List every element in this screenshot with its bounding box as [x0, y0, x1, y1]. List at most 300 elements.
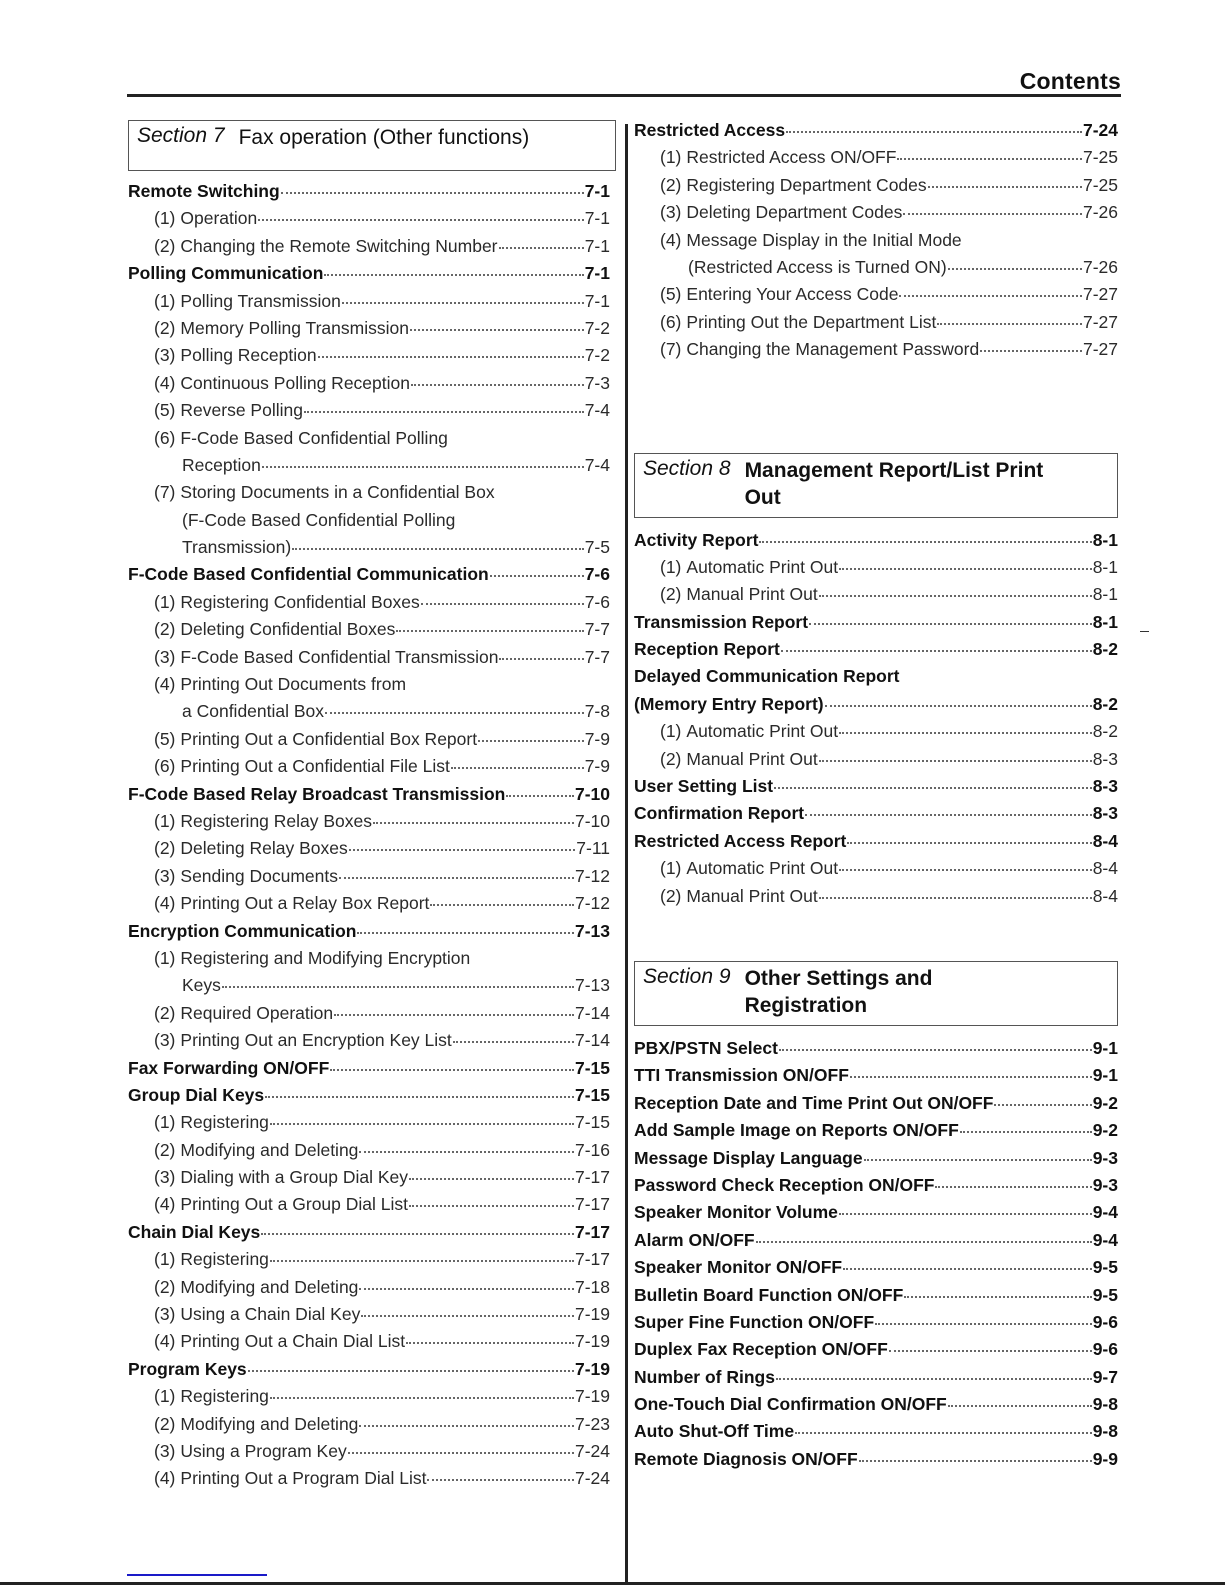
dot-leader: [357, 932, 573, 934]
toc-entry-label: [634, 1421, 794, 1442]
toc-entry-page: 9-5: [1092, 1284, 1118, 1305]
dot-leader: [478, 740, 584, 742]
toc-entry-number: (6): [154, 427, 176, 448]
toc-entry[interactable]: [634, 147, 1118, 174]
margin-mark: [1140, 631, 1149, 632]
toc-entry-text: Chain Dial Keys: [128, 1221, 261, 1242]
toc-entry-text: TTI Transmission ON/OFF: [634, 1065, 849, 1086]
toc-entry[interactable]: [128, 482, 610, 509]
toc-entry-label: [154, 619, 395, 640]
dot-leader: [396, 630, 583, 632]
toc-entry[interactable]: [128, 893, 610, 920]
toc-entry-text: Restricted Access: [634, 120, 786, 140]
toc-entry-number: (1): [154, 1112, 176, 1133]
toc-entry[interactable]: [634, 639, 1118, 666]
dot-leader: [261, 1233, 574, 1235]
toc-entry-page: 7-3: [584, 372, 610, 393]
toc-entry-page: 7-8: [584, 701, 610, 722]
toc-entry-label: [634, 120, 785, 141]
toc-entry[interactable]: [634, 284, 1118, 311]
toc-entry-text: Speaker Monitor ON/OFF: [634, 1257, 843, 1278]
toc-entry-label: [634, 530, 758, 551]
toc-entry-label: [660, 175, 927, 196]
toc-entry-page: 7-15: [574, 1084, 610, 1105]
toc-entry-number: (4): [154, 372, 176, 393]
toc-entry-text: Restricted Access ON/OFF: [686, 147, 897, 168]
toc-entry-label: [634, 1093, 993, 1114]
toc-entry[interactable]: [128, 1414, 610, 1441]
column-divider: [625, 124, 628, 1585]
toc-entry-text: Group Dial Keys: [128, 1084, 265, 1105]
toc-entry-text: Modifying and Deleting: [180, 1276, 359, 1297]
toc-entry[interactable]: [128, 756, 610, 783]
toc-entry-label: [154, 893, 429, 914]
toc-entry-label: [634, 694, 824, 715]
toc-entry-label: [128, 784, 505, 805]
toc-entry-text: Registering and Modifying Encryption: [180, 947, 471, 968]
toc-entry-page: 7-24: [1082, 120, 1118, 140]
toc-entry[interactable]: [634, 230, 1118, 257]
toc-entry[interactable]: [128, 564, 610, 591]
toc-entry-label: [660, 284, 898, 305]
toc-entry-page: 7-4: [584, 400, 610, 421]
toc-entry-label: [154, 756, 450, 777]
toc-entry-text: Entering Your Access Code: [686, 284, 899, 305]
toc-entry[interactable]: [634, 257, 1118, 284]
toc-entry-text: Automatic Print Out: [686, 721, 839, 742]
toc-entry-text: Reception Date and Time Print Out ON/OFF: [634, 1092, 994, 1113]
toc-entry-label: [154, 291, 341, 312]
toc-entry-page: 9-3: [1092, 1147, 1118, 1168]
toc-entry-page: 7-17: [574, 1221, 610, 1242]
toc-entry-page: 8-4: [1092, 858, 1118, 879]
toc-entry[interactable]: [128, 1194, 610, 1221]
toc-entry[interactable]: [128, 1441, 610, 1468]
toc-entry[interactable]: [634, 1421, 1118, 1448]
section-title: [745, 457, 1044, 511]
dot-leader: [819, 595, 1092, 597]
dot-leader: [776, 1378, 1092, 1380]
toc-entry[interactable]: [634, 749, 1118, 776]
toc-entry[interactable]: [128, 455, 610, 482]
toc-entry-text: Encryption Communication: [128, 920, 357, 941]
toc-entry[interactable]: [634, 1120, 1118, 1147]
toc-entry[interactable]: [634, 1285, 1118, 1312]
toc-entry-number: (2): [660, 885, 682, 906]
toc-entry-text: Storing Documents in a Confidential Box: [180, 482, 495, 503]
toc-entry-label: [660, 584, 818, 605]
toc-entry[interactable]: [128, 729, 610, 756]
toc-entry-page: 8-3: [1092, 776, 1118, 797]
toc-entry-text: Deleting Relay Boxes: [180, 838, 348, 859]
dot-leader: [847, 842, 1091, 844]
toc-entry-number: (4): [154, 893, 176, 914]
toc-entry-text: Duplex Fax Reception ON/OFF: [634, 1339, 888, 1360]
toc-entry-text: Deleting Department Codes: [686, 202, 903, 223]
dot-leader: [490, 575, 584, 577]
dot-leader: [839, 568, 1092, 570]
toc-entry[interactable]: [128, 784, 610, 811]
toc-entry-text: Deleting Confidential Boxes: [180, 619, 396, 640]
toc-entry-text: Transmission): [182, 537, 292, 558]
dot-leader: [453, 1041, 574, 1043]
toc-entry[interactable]: [128, 1331, 610, 1358]
toc-entry-label: [182, 510, 455, 531]
toc-entry[interactable]: [128, 921, 610, 948]
toc-entry[interactable]: [634, 530, 1118, 557]
toc-entry[interactable]: [634, 1202, 1118, 1229]
toc-entry[interactable]: [128, 1222, 610, 1249]
toc-entry[interactable]: [634, 1038, 1118, 1065]
toc-entry[interactable]: [634, 1065, 1118, 1092]
toc-entry[interactable]: [128, 1249, 610, 1276]
toc-entry-text: Registering Relay Boxes: [180, 810, 373, 831]
toc-entry[interactable]: [128, 1030, 610, 1057]
toc-entry-page: 9-4: [1092, 1202, 1118, 1223]
toc-entry[interactable]: [128, 1167, 610, 1194]
toc-entry-page: 7-15: [574, 1057, 610, 1078]
toc-entry-label: [154, 482, 495, 503]
dot-leader: [819, 897, 1092, 899]
dot-leader: [373, 822, 574, 824]
toc-entry[interactable]: [128, 1277, 610, 1304]
toc-entry-page: 7-1: [584, 263, 610, 284]
toc-entry[interactable]: [634, 1449, 1118, 1476]
toc-entry-number: (4): [154, 1468, 176, 1489]
toc-entry[interactable]: [128, 208, 610, 235]
toc-entry[interactable]: [634, 612, 1118, 639]
dot-leader: [809, 623, 1092, 625]
dot-leader: [348, 1452, 574, 1454]
toc-entry-number: (2): [154, 838, 176, 859]
toc-entry-text: F-Code Based Confidential Polling: [180, 427, 448, 448]
dot-leader: [960, 1131, 1092, 1133]
toc-entry[interactable]: [634, 339, 1118, 366]
toc-entry[interactable]: [634, 312, 1118, 339]
toc-entry[interactable]: [128, 263, 610, 290]
toc-entry-number: (4): [154, 674, 176, 695]
dot-leader: [864, 1159, 1092, 1161]
toc-entry[interactable]: [634, 1312, 1118, 1339]
toc-entry-text: Speaker Monitor Volume: [634, 1202, 838, 1223]
toc-entry[interactable]: [634, 584, 1118, 611]
toc-entry[interactable]: [128, 948, 610, 975]
toc-entry-label: [154, 400, 303, 421]
toc-entry-label: [154, 1414, 358, 1435]
toc-entry-text: Polling Transmission: [180, 290, 341, 311]
toc-entry-page: 7-26: [1082, 256, 1118, 277]
toc-entry-label: [128, 564, 489, 585]
toc-entry-number: (2): [154, 235, 176, 256]
toc-entry-text: Confirmation Report: [634, 803, 805, 824]
toc-entry-text: Required Operation: [180, 1002, 334, 1023]
toc-entry[interactable]: [634, 776, 1118, 803]
toc-entry-page: 8-4: [1092, 830, 1118, 851]
toc-entry-number: (5): [660, 284, 682, 305]
toc-entry-label: [634, 1230, 755, 1251]
toc-entry-text: (Restricted Access is Turned ON): [688, 256, 947, 277]
toc-entry[interactable]: [634, 721, 1118, 748]
toc-entry[interactable]: [634, 1175, 1118, 1202]
toc-entry-page: 7-26: [1082, 202, 1118, 223]
toc-entry-text: Changing the Remote Switching Number: [180, 235, 498, 256]
dot-leader: [248, 1370, 574, 1372]
toc-entry-number: (2): [154, 317, 176, 338]
dot-leader: [409, 1205, 574, 1207]
section-7-toc: [128, 181, 610, 1496]
dot-leader: [948, 268, 1082, 270]
toc-entry[interactable]: [634, 1093, 1118, 1120]
toc-entry[interactable]: [128, 619, 610, 646]
toc-entry-label: [154, 236, 498, 257]
toc-entry[interactable]: [128, 1386, 610, 1413]
toc-entry-page: 7-25: [1082, 174, 1118, 195]
toc-entry-page: 7-6: [584, 564, 610, 585]
toc-entry-page: 8-1: [1092, 556, 1118, 577]
toc-entry-label: [154, 838, 348, 859]
toc-entry-label: [634, 1312, 874, 1333]
toc-entry-label: [154, 208, 257, 229]
toc-entry[interactable]: [634, 120, 1118, 147]
toc-entry-number: (7): [660, 339, 682, 360]
dot-leader: [756, 1241, 1092, 1243]
toc-entry-label: [660, 721, 838, 742]
toc-entry[interactable]: [128, 866, 610, 893]
toc-entry-page: 8-1: [1092, 529, 1118, 550]
toc-entry[interactable]: [128, 345, 610, 372]
toc-entry-label: [634, 1257, 842, 1278]
toc-entry-label: [182, 537, 291, 558]
dot-leader: [904, 1296, 1091, 1298]
section-label: Section 7: [137, 124, 225, 147]
dot-leader: [819, 760, 1092, 762]
dot-leader: [427, 1479, 574, 1481]
toc-entry-label: [634, 776, 773, 797]
dot-leader: [342, 302, 584, 304]
toc-entry-label: [128, 1222, 260, 1243]
toc-entry-page: 7-24: [574, 1468, 610, 1489]
toc-entry[interactable]: [634, 803, 1118, 830]
toc-entry-label: [660, 886, 818, 907]
toc-entry-text: Transmission Report: [634, 611, 809, 632]
toc-entry-label: [128, 1359, 247, 1380]
toc-entry-label: [154, 1030, 452, 1051]
dot-leader: [359, 1151, 574, 1153]
toc-entry[interactable]: [128, 1468, 610, 1495]
toc-entry-text: Dialing with a Group Dial Key: [180, 1167, 408, 1188]
toc-entry-text: Delayed Communication Report: [634, 666, 900, 687]
toc-entry-page: 7-1: [584, 208, 610, 229]
toc-entry-label: [660, 858, 838, 879]
dot-leader: [899, 295, 1081, 297]
toc-entry-text: Memory Polling Transmission: [180, 317, 409, 338]
toc-entry[interactable]: [634, 1148, 1118, 1175]
dot-leader: [334, 1014, 574, 1016]
dot-leader: [839, 1213, 1092, 1215]
toc-entry-text: Manual Print Out: [686, 584, 818, 605]
toc-entry-label: [634, 639, 780, 660]
toc-entry-label: [634, 1202, 838, 1223]
toc-entry[interactable]: [634, 831, 1118, 858]
toc-entry-text: Message Display in the Initial Mode: [686, 229, 962, 250]
toc-entry[interactable]: [634, 1394, 1118, 1421]
toc-entry[interactable]: [128, 701, 610, 728]
toc-entry-number: (1): [660, 858, 682, 879]
toc-entry-page: 7-19: [574, 1386, 610, 1407]
toc-entry-text: Polling Communication: [128, 263, 324, 284]
toc-entry-page: 7-13: [574, 975, 610, 996]
toc-entry-label: [128, 1085, 264, 1106]
toc-entry-text: Printing Out a Group Dial List: [180, 1194, 408, 1215]
toc-entry-text: Fax Forwarding ON/OFF: [128, 1057, 330, 1078]
toc-entry-number: (5): [154, 728, 176, 749]
toc-entry[interactable]: [128, 838, 610, 865]
toc-entry-label: [154, 345, 317, 366]
toc-entry-label: [634, 1120, 959, 1141]
toc-entry[interactable]: [128, 1058, 610, 1085]
dot-leader: [325, 712, 584, 714]
toc-entry-label: [154, 1331, 405, 1352]
toc-entry[interactable]: [128, 400, 610, 427]
toc-entry-number: (3): [154, 345, 176, 366]
toc-entry[interactable]: [128, 181, 610, 208]
toc-entry-text: Auto Shut-Off Time: [634, 1421, 795, 1442]
toc-entry-label: [660, 230, 962, 251]
dot-leader: [262, 466, 584, 468]
toc-entry[interactable]: [634, 886, 1118, 913]
toc-entry-label: [128, 1058, 329, 1079]
toc-entry-text: Activity Report: [634, 529, 759, 550]
toc-entry-text: Password Check Reception ON/OFF: [634, 1174, 935, 1195]
toc-entry[interactable]: [128, 291, 610, 318]
toc-entry[interactable]: [128, 1359, 610, 1386]
toc-entry[interactable]: [634, 557, 1118, 584]
dot-leader: [759, 541, 1091, 543]
toc-entry-page: 7-5: [584, 537, 610, 558]
toc-entry-text: Keys: [182, 975, 221, 996]
toc-entry-number: (1): [660, 721, 682, 742]
toc-entry[interactable]: [128, 318, 610, 345]
toc-entry-number: (3): [154, 865, 176, 886]
toc-entry[interactable]: [128, 592, 610, 619]
toc-entry[interactable]: [128, 510, 610, 537]
dot-leader: [421, 603, 584, 605]
dot-leader: [994, 1104, 1091, 1106]
toc-entry-page: 9-4: [1092, 1229, 1118, 1250]
toc-entry[interactable]: [634, 694, 1118, 721]
toc-entry[interactable]: [128, 1003, 610, 1030]
toc-entry-number: (5): [154, 400, 176, 421]
toc-entry-page: 7-9: [584, 728, 610, 749]
toc-entry[interactable]: [634, 1367, 1118, 1394]
toc-entry[interactable]: [128, 811, 610, 838]
toc-entry-label: [128, 263, 323, 284]
dot-leader: [850, 1076, 1092, 1078]
toc-entry-text: Printing Out a Confidential File List: [180, 756, 450, 777]
toc-entry-text: Using a Program Key: [180, 1440, 347, 1461]
toc-entry-number: (4): [154, 1194, 176, 1215]
toc-entry-page: 7-17: [574, 1249, 610, 1270]
toc-entry-page: 8-2: [1092, 693, 1118, 714]
toc-entry[interactable]: [128, 1304, 610, 1331]
toc-entry-label: [154, 674, 406, 695]
toc-entry-text: Registering Confidential Boxes: [180, 591, 420, 612]
section-8-heading: [634, 453, 1118, 518]
toc-entry-page: 9-2: [1092, 1120, 1118, 1141]
toc-entry[interactable]: [128, 236, 610, 263]
toc-entry-label: [154, 1003, 333, 1024]
toc-entry-page: 7-9: [584, 756, 610, 777]
dot-leader: [359, 1425, 574, 1427]
dot-leader: [937, 323, 1082, 325]
dot-leader: [843, 1268, 1092, 1270]
toc-entry-number: (4): [660, 229, 682, 250]
toc-entry-text: Automatic Print Out: [686, 556, 839, 577]
toc-entry-text: Printing Out a Confidential Box Report: [180, 728, 478, 749]
toc-entry-number: (1): [154, 810, 176, 831]
toc-entry-label: [154, 592, 420, 613]
toc-entry[interactable]: [128, 1112, 610, 1139]
toc-entry-page: 7-10: [574, 810, 610, 831]
dot-leader: [928, 186, 1082, 188]
toc-entry[interactable]: [128, 674, 610, 701]
toc-entry-text: Registering: [180, 1112, 269, 1133]
toc-entry-page: 7-15: [574, 1112, 610, 1133]
toc-entry-page: 7-12: [574, 893, 610, 914]
toc-entry-text: Printing Out an Encryption Key List: [180, 1030, 452, 1051]
toc-entry[interactable]: [128, 1085, 610, 1112]
toc-entry[interactable]: [634, 858, 1118, 885]
toc-entry-page: 7-6: [584, 591, 610, 612]
toc-entry-page: 7-16: [574, 1139, 610, 1160]
toc-entry-label: [154, 1468, 426, 1489]
toc-entry[interactable]: [634, 202, 1118, 229]
toc-entry-label: [154, 647, 498, 668]
toc-entry-text: F-Code Based Relay Broadcast Transmission: [128, 783, 506, 804]
toc-entry[interactable]: [128, 373, 610, 400]
footer-link-underline: [127, 1574, 267, 1576]
toc-entry[interactable]: [634, 1257, 1118, 1284]
toc-entry-number: (1): [154, 1386, 176, 1407]
toc-entry[interactable]: [634, 1230, 1118, 1257]
toc-entry-text: Number of Rings: [634, 1366, 775, 1387]
toc-entry[interactable]: [634, 666, 1118, 693]
toc-entry[interactable]: [128, 428, 610, 455]
right-column: [634, 120, 1118, 1476]
toc-entry-page: 7-23: [574, 1413, 610, 1434]
toc-entry-page: 7-7: [584, 619, 610, 640]
toc-entry-page: 7-12: [574, 865, 610, 886]
toc-entry[interactable]: [128, 537, 610, 564]
toc-entry-text: Automatic Print Out: [686, 858, 839, 879]
toc-entry-page: 7-2: [584, 345, 610, 366]
toc-entry[interactable]: [634, 175, 1118, 202]
toc-entry[interactable]: [128, 1140, 610, 1167]
toc-entry[interactable]: [128, 647, 610, 674]
toc-entry-text: (Memory Entry Report): [634, 693, 824, 714]
toc-entry-page: 9-7: [1092, 1366, 1118, 1387]
toc-entry[interactable]: [634, 1339, 1118, 1366]
dot-leader: [270, 1260, 574, 1262]
dot-leader: [774, 787, 1092, 789]
toc-entry[interactable]: [128, 975, 610, 1002]
toc-entry-number: (2): [154, 619, 176, 640]
dot-leader: [410, 329, 584, 331]
toc-entry-label: [634, 1394, 947, 1415]
toc-entry-page: 8-1: [1092, 611, 1118, 632]
toc-entry-number: (6): [154, 756, 176, 777]
page-header-title: Contents: [1019, 68, 1121, 94]
